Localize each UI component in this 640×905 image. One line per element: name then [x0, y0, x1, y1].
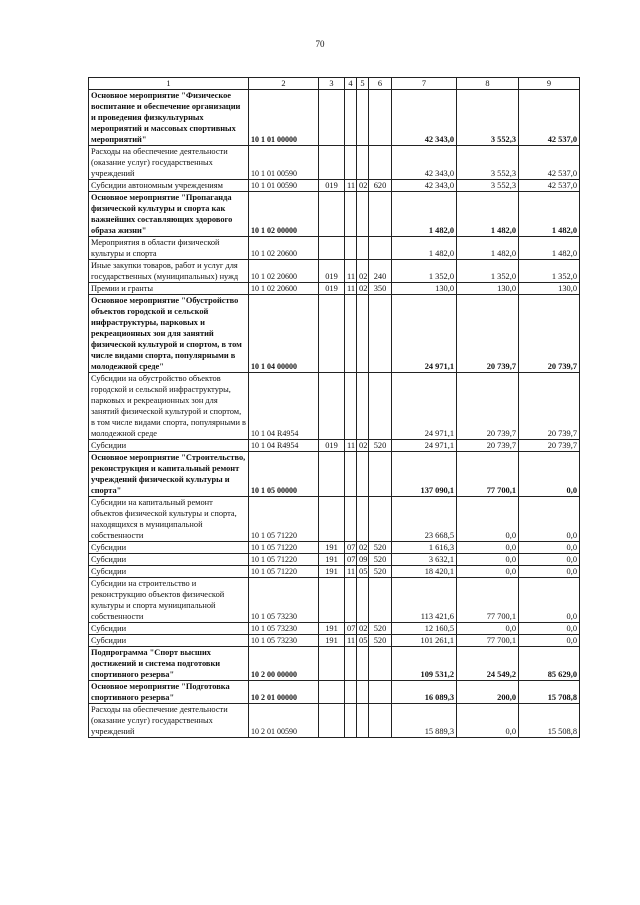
row-code-cell: 10 1 05 73230: [249, 578, 319, 623]
row-admin-cell: 191: [319, 542, 345, 554]
row-admin-cell: [319, 681, 345, 704]
row-expense-type-cell: [369, 237, 392, 260]
row-admin-cell: 191: [319, 635, 345, 647]
row-section-cell: [345, 647, 357, 681]
row-amount-cell: 24 971,1: [392, 373, 457, 440]
row-amount-cell: 1 352,0: [519, 260, 580, 283]
row-name-cell: Основное мероприятие "Строительство, реконструкция и капитальный ремонт учреждений физической культуры и спорта": [89, 452, 249, 497]
row-amount-cell: 0,0: [519, 542, 580, 554]
table-row: [89, 452, 580, 497]
row-amount-cell: 18 420,1: [392, 566, 457, 578]
column-header: 7: [392, 78, 457, 90]
row-subsection-cell: [357, 704, 369, 738]
table-row: [89, 704, 580, 738]
row-amount-cell: 20 739,7: [519, 295, 580, 373]
row-amount-cell: 130,0: [392, 283, 457, 295]
row-expense-type-cell: 350: [369, 283, 392, 295]
row-amount-cell: 101 261,1: [392, 635, 457, 647]
table-row: [89, 440, 580, 452]
row-admin-cell: [319, 192, 345, 237]
row-amount-cell: 1 352,0: [392, 260, 457, 283]
row-name-cell: Субсидии: [89, 566, 249, 578]
table-row: [89, 635, 580, 647]
row-code-cell: 10 1 04 R4954: [249, 440, 319, 452]
row-amount-cell: 0,0: [519, 566, 580, 578]
row-code-cell: 10 1 05 73230: [249, 635, 319, 647]
row-subsection-cell: [357, 497, 369, 542]
row-amount-cell: 1 482,0: [519, 192, 580, 237]
row-admin-cell: [319, 452, 345, 497]
row-section-cell: 11: [345, 440, 357, 452]
row-amount-cell: 3 552,3: [457, 180, 519, 192]
row-subsection-cell: 02: [357, 283, 369, 295]
row-amount-cell: 1 616,3: [392, 542, 457, 554]
row-expense-type-cell: [369, 647, 392, 681]
table-row: [89, 260, 580, 283]
row-section-cell: [345, 192, 357, 237]
row-admin-cell: 019: [319, 180, 345, 192]
row-amount-cell: 1 482,0: [392, 237, 457, 260]
row-code-cell: 10 1 05 71220: [249, 497, 319, 542]
row-amount-cell: 24 971,1: [392, 440, 457, 452]
row-name-cell: Расходы на обеспечение деятельности (оказание услуг) государственных учреждений: [89, 704, 249, 738]
row-subsection-cell: 02: [357, 180, 369, 192]
row-subsection-cell: [357, 295, 369, 373]
row-subsection-cell: 05: [357, 566, 369, 578]
row-expense-type-cell: 520: [369, 542, 392, 554]
row-subsection-cell: 02: [357, 260, 369, 283]
row-amount-cell: 109 531,2: [392, 647, 457, 681]
row-amount-cell: 1 482,0: [457, 192, 519, 237]
row-amount-cell: 3 552,3: [457, 146, 519, 180]
row-expense-type-cell: 520: [369, 566, 392, 578]
row-expense-type-cell: 520: [369, 554, 392, 566]
row-amount-cell: 42 343,0: [392, 146, 457, 180]
row-amount-cell: 0,0: [457, 704, 519, 738]
table-row: [89, 146, 580, 180]
row-amount-cell: 0,0: [457, 623, 519, 635]
page-number: 70: [315, 39, 325, 49]
row-amount-cell: 0,0: [519, 635, 580, 647]
row-code-cell: 10 1 01 00590: [249, 146, 319, 180]
row-name-cell: Расходы на обеспечение деятельности (оказание услуг) государственных учреждений: [89, 146, 249, 180]
row-section-cell: [345, 704, 357, 738]
row-amount-cell: 3 552,3: [457, 90, 519, 146]
row-admin-cell: [319, 237, 345, 260]
table-row: [89, 542, 580, 554]
row-code-cell: 10 2 01 00590: [249, 704, 319, 738]
table-row: [89, 373, 580, 440]
row-section-cell: 07: [345, 554, 357, 566]
row-section-cell: 11: [345, 566, 357, 578]
row-subsection-cell: [357, 373, 369, 440]
row-subsection-cell: [357, 647, 369, 681]
table-row: [89, 578, 580, 623]
row-amount-cell: 0,0: [519, 452, 580, 497]
table-row: [89, 497, 580, 542]
table-row: [89, 180, 580, 192]
row-name-cell: Иные закупки товаров, работ и услуг для государственных (муниципальных) нужд: [89, 260, 249, 283]
row-code-cell: 10 1 02 20600: [249, 237, 319, 260]
row-amount-cell: 15 508,8: [519, 704, 580, 738]
row-amount-cell: 0,0: [519, 497, 580, 542]
row-amount-cell: 42 537,0: [519, 180, 580, 192]
row-section-cell: [345, 497, 357, 542]
row-section-cell: [345, 237, 357, 260]
table-row: [89, 647, 580, 681]
column-header: 2: [249, 78, 319, 90]
row-expense-type-cell: 620: [369, 180, 392, 192]
row-code-cell: 10 1 01 00590: [249, 180, 319, 192]
row-code-cell: 10 1 02 20600: [249, 260, 319, 283]
row-amount-cell: 16 089,3: [392, 681, 457, 704]
row-subsection-cell: [357, 192, 369, 237]
row-name-cell: Основное мероприятие "Физическое воспитание и обеспечение организации и проведения физкультурных мероприятий и массовых спортивных мероприятий": [89, 90, 249, 146]
column-header: 4: [345, 78, 357, 90]
row-expense-type-cell: 240: [369, 260, 392, 283]
row-section-cell: [345, 681, 357, 704]
row-name-cell: Субсидии: [89, 440, 249, 452]
row-amount-cell: 0,0: [519, 623, 580, 635]
row-amount-cell: 20 739,7: [519, 373, 580, 440]
row-subsection-cell: 02: [357, 542, 369, 554]
table-row: [89, 283, 580, 295]
row-code-cell: 10 1 04 00000: [249, 295, 319, 373]
row-expense-type-cell: [369, 90, 392, 146]
row-amount-cell: 12 160,5: [392, 623, 457, 635]
row-code-cell: 10 2 00 00000: [249, 647, 319, 681]
row-amount-cell: 20 739,7: [457, 373, 519, 440]
row-code-cell: 10 1 05 73230: [249, 623, 319, 635]
row-name-cell: Подпрограмма "Спорт высших достижений и система подготовки спортивного резерва": [89, 647, 249, 681]
row-admin-cell: [319, 497, 345, 542]
row-expense-type-cell: [369, 146, 392, 180]
row-code-cell: 10 1 02 20600: [249, 283, 319, 295]
row-code-cell: 10 1 05 71220: [249, 554, 319, 566]
row-amount-cell: 42 537,0: [519, 90, 580, 146]
row-amount-cell: 1 482,0: [519, 237, 580, 260]
row-admin-cell: 191: [319, 623, 345, 635]
row-admin-cell: [319, 90, 345, 146]
row-code-cell: 10 1 05 00000: [249, 452, 319, 497]
row-admin-cell: [319, 578, 345, 623]
column-header: 6: [369, 78, 392, 90]
row-expense-type-cell: [369, 704, 392, 738]
row-amount-cell: 1 482,0: [392, 192, 457, 237]
row-amount-cell: 15 708,8: [519, 681, 580, 704]
row-admin-cell: 019: [319, 260, 345, 283]
row-expense-type-cell: 520: [369, 623, 392, 635]
row-subsection-cell: [357, 681, 369, 704]
row-amount-cell: 20 739,7: [457, 440, 519, 452]
row-expense-type-cell: [369, 295, 392, 373]
table-row: [89, 295, 580, 373]
row-subsection-cell: [357, 578, 369, 623]
row-admin-cell: 019: [319, 440, 345, 452]
row-name-cell: Субсидии на капитальный ремонт объектов физической культуры и спорта, находящихся в муниципальной собственности: [89, 497, 249, 542]
row-amount-cell: 113 421,6: [392, 578, 457, 623]
row-amount-cell: 0,0: [457, 542, 519, 554]
row-amount-cell: 130,0: [457, 283, 519, 295]
row-expense-type-cell: 520: [369, 440, 392, 452]
row-name-cell: Субсидии: [89, 635, 249, 647]
row-subsection-cell: 09: [357, 554, 369, 566]
row-amount-cell: 130,0: [519, 283, 580, 295]
column-header: 8: [457, 78, 519, 90]
row-admin-cell: [319, 647, 345, 681]
row-code-cell: 10 1 05 71220: [249, 542, 319, 554]
table-row: [89, 554, 580, 566]
row-code-cell: 10 2 01 00000: [249, 681, 319, 704]
row-subsection-cell: 02: [357, 440, 369, 452]
table-row: [89, 566, 580, 578]
row-amount-cell: 23 668,5: [392, 497, 457, 542]
row-subsection-cell: [357, 452, 369, 497]
row-amount-cell: 20 739,7: [519, 440, 580, 452]
table-row: [89, 681, 580, 704]
row-admin-cell: [319, 295, 345, 373]
row-amount-cell: 0,0: [457, 497, 519, 542]
row-section-cell: [345, 146, 357, 180]
column-header: 5: [357, 78, 369, 90]
row-expense-type-cell: [369, 452, 392, 497]
row-subsection-cell: [357, 90, 369, 146]
row-name-cell: Субсидии: [89, 542, 249, 554]
row-amount-cell: 137 090,1: [392, 452, 457, 497]
row-section-cell: 11: [345, 180, 357, 192]
row-admin-cell: [319, 704, 345, 738]
row-amount-cell: 200,0: [457, 681, 519, 704]
row-name-cell: Субсидии на обустройство объектов городской и сельской инфраструктуры, парковых и рекреационных зон для занятий физической культурой и спортом, в том числе видами спорта, популярными в молодежной среде: [89, 373, 249, 440]
row-name-cell: Премии и гранты: [89, 283, 249, 295]
row-amount-cell: 42 343,0: [392, 180, 457, 192]
row-section-cell: 11: [345, 283, 357, 295]
row-name-cell: Субсидии автономным учреждениям: [89, 180, 249, 192]
row-amount-cell: 0,0: [457, 554, 519, 566]
row-amount-cell: 42 343,0: [392, 90, 457, 146]
column-header: 1: [89, 78, 249, 90]
row-section-cell: 07: [345, 542, 357, 554]
row-amount-cell: 15 889,3: [392, 704, 457, 738]
row-admin-cell: [319, 373, 345, 440]
row-section-cell: [345, 452, 357, 497]
row-section-cell: 07: [345, 623, 357, 635]
row-section-cell: [345, 373, 357, 440]
row-amount-cell: 85 629,0: [519, 647, 580, 681]
row-amount-cell: 77 700,1: [457, 578, 519, 623]
row-amount-cell: 20 739,7: [457, 295, 519, 373]
row-amount-cell: 3 632,1: [392, 554, 457, 566]
row-amount-cell: 1 482,0: [457, 237, 519, 260]
table-row: [89, 237, 580, 260]
row-amount-cell: 0,0: [519, 578, 580, 623]
row-admin-cell: 191: [319, 554, 345, 566]
row-code-cell: 10 1 05 71220: [249, 566, 319, 578]
row-section-cell: [345, 90, 357, 146]
row-section-cell: 11: [345, 260, 357, 283]
row-name-cell: Субсидии: [89, 623, 249, 635]
row-name-cell: Мероприятия в области физической культуры и спорта: [89, 237, 249, 260]
column-header: 9: [519, 78, 580, 90]
table-row: [89, 623, 580, 635]
row-section-cell: 11: [345, 635, 357, 647]
row-name-cell: Основное мероприятие "Пропаганда физической культуры и спорта как важнейших составляющих здорового образа жизни": [89, 192, 249, 237]
row-expense-type-cell: 520: [369, 635, 392, 647]
row-code-cell: 10 1 04 R4954: [249, 373, 319, 440]
row-code-cell: 10 1 01 00000: [249, 90, 319, 146]
row-expense-type-cell: [369, 681, 392, 704]
row-subsection-cell: 02: [357, 623, 369, 635]
row-subsection-cell: [357, 146, 369, 180]
row-amount-cell: 0,0: [457, 566, 519, 578]
table-row: [89, 192, 580, 237]
row-amount-cell: 77 700,1: [457, 635, 519, 647]
budget-table: [88, 77, 580, 738]
row-admin-cell: 019: [319, 283, 345, 295]
row-section-cell: [345, 295, 357, 373]
column-header: 3: [319, 78, 345, 90]
row-subsection-cell: [357, 237, 369, 260]
row-subsection-cell: 05: [357, 635, 369, 647]
row-name-cell: Субсидии на строительство и реконструкцию объектов физической культуры и спорта муниципальной собственности: [89, 578, 249, 623]
row-amount-cell: 24 549,2: [457, 647, 519, 681]
row-name-cell: Основное мероприятие "Подготовка спортивного резерва": [89, 681, 249, 704]
row-expense-type-cell: [369, 373, 392, 440]
row-amount-cell: 24 971,1: [392, 295, 457, 373]
row-name-cell: Основное мероприятие "Обустройство объектов городской и сельской инфраструктуры, парковых и рекреационных зон для занятий физической культурой и спортом, в том числе видами спорта, популярными в молодежной среде": [89, 295, 249, 373]
row-expense-type-cell: [369, 578, 392, 623]
row-expense-type-cell: [369, 497, 392, 542]
row-admin-cell: 191: [319, 566, 345, 578]
row-amount-cell: 0,0: [519, 554, 580, 566]
row-section-cell: [345, 578, 357, 623]
row-amount-cell: 42 537,0: [519, 146, 580, 180]
row-code-cell: 10 1 02 00000: [249, 192, 319, 237]
table-row: [89, 90, 580, 146]
row-expense-type-cell: [369, 192, 392, 237]
table-body: [89, 78, 580, 738]
row-amount-cell: 77 700,1: [457, 452, 519, 497]
row-admin-cell: [319, 146, 345, 180]
row-amount-cell: 1 352,0: [457, 260, 519, 283]
row-name-cell: Субсидии: [89, 554, 249, 566]
header-row: [89, 78, 580, 90]
